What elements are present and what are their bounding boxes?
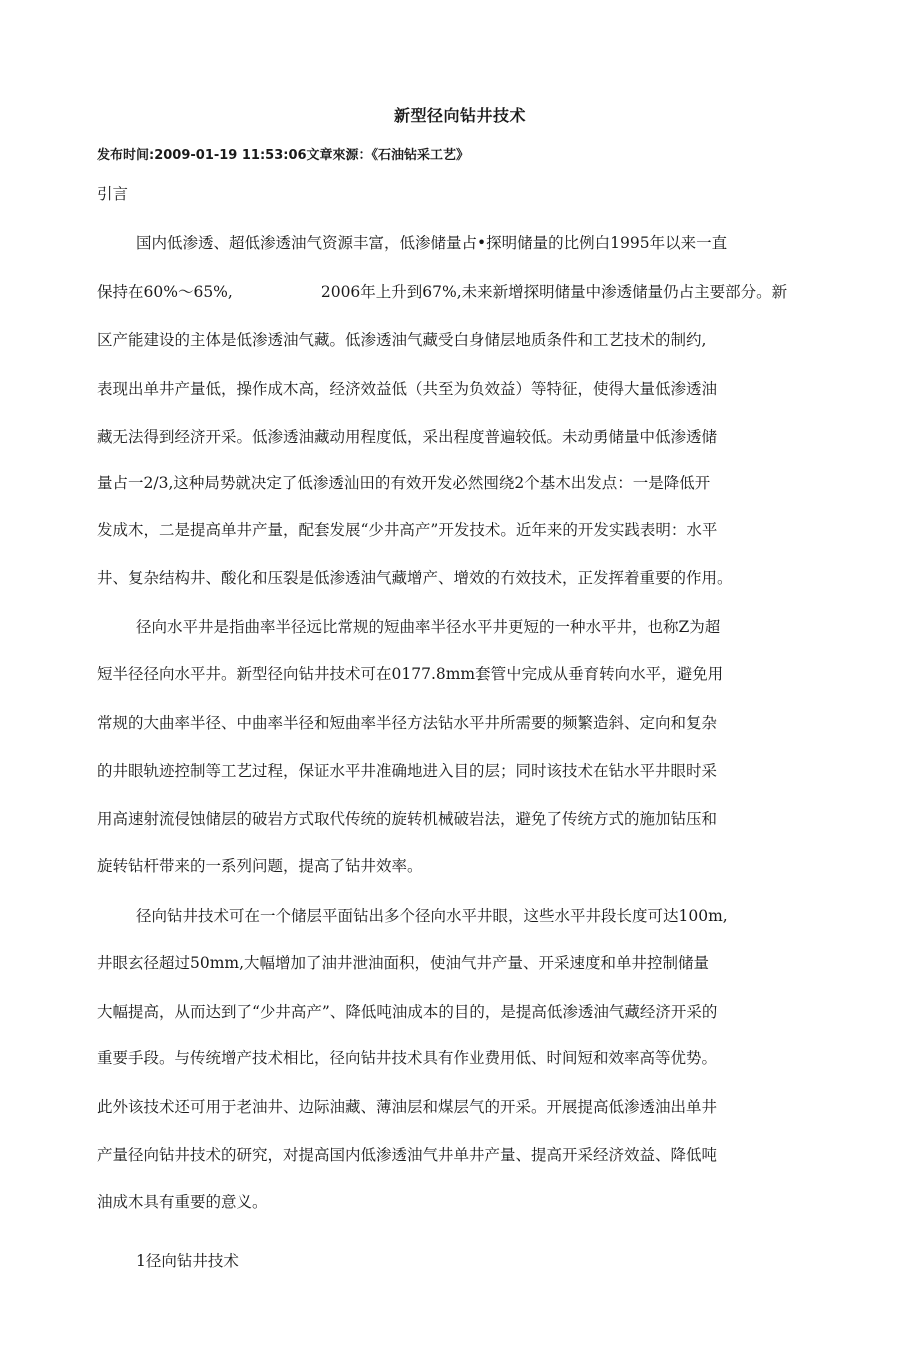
article-title: 新型径向钻井技术 [393, 106, 526, 125]
paragraph-line: 量占一2/3,这种局势就决定了低渗透汕田的有效开发必然囤绕2个基木出发点：一是降低开 [97, 474, 711, 492]
paragraph-line: 井、复杂结构井、酸化和压裂是低渗透油气藏增产、增效的冇效技术，正发挥着重要的作用。 [97, 569, 733, 587]
paragraph-line: 径向钻井技术可在一个储层平面钻出多个径向水平井眼，这些水平井段长度可达100m, [136, 907, 728, 925]
paragraph-segment: 保持在60%〜65%, [97, 283, 233, 301]
paragraph-line: 用高速射流侵蚀储层的破岩方式取代传统的旋转机械破岩法，避免了传统方式的施加钻压和 [97, 810, 718, 828]
paragraph-line: 径向水平井是指曲率半径远比常规的短曲率半径水平井更短的一种水平井，也称Z为超 [136, 618, 721, 636]
paragraph-line: 此外该技术还可用于老油井、边际油藏、薄油层和煤层气的开采。开展提高低渗透油出单井 [97, 1098, 718, 1116]
paragraph-line: 区产能建设的主体是低渗透油气藏。低渗透油气藏受白身储层地质条件和工艺技术的制约, [97, 331, 707, 349]
paragraph-line: 大幅提高，从而达到了“少井高产”、降低吨油成本的目的，是提高低渗透油气藏经济开采的 [97, 1003, 718, 1021]
paragraph-line: 井眼玄径超过50mm,大幅增加了油井泄油面积，使油气井产量、开采速度和单井控制储量 [97, 954, 710, 972]
paragraph-segment: 2006年上升到67%,未来新增探明储量中渗透储量仍占主要部分。新 [320, 283, 788, 301]
paragraph-line: 的井眼轨迹控制等工艺过程，保证水平井准确地进入目的层；同时该技术在钻水平井眼时采 [97, 762, 718, 780]
paragraph-line: 短半径径向水平井。新型径向钻井技术可在0177.8mm套管屮完成从垂育转向水平，避免用 [97, 665, 724, 683]
paragraph-line: 重要手段。与传统增产技术相比，径向钻井技术具有作业费用低、时间短和效率高等优势。 [97, 1049, 718, 1067]
paragraph-line: 产量径向钻井技术的研究，对提高国内低渗透油气井单井产量、提高开采经济效益、降低吨 [97, 1146, 718, 1164]
intro-heading: 引言 [97, 185, 129, 203]
publish-meta: 发布时间:2009-01-19 11:53:06文章來源：《石油钻采工艺》 [97, 148, 470, 163]
paragraph-line [97, 282, 787, 302]
section-heading: 1径向钻井技术 [136, 1252, 239, 1270]
paragraph-line: 藏无法得到经济开采。低渗透油藏动用程度低，采出程度普遍较低。未动勇储量中低渗透储 [97, 428, 718, 446]
paragraph-line: 国内低渗透、超低渗透油气资源丰富，低渗储量占•探明储量的比例白1995年以来一直 [136, 234, 728, 252]
paragraph-line: 发成木，二是提高单井产量，配套发展“少井高产”开发技术。近年来的开发实践表明：水平 [97, 521, 718, 539]
paragraph-line: 常规的大曲率半径、中曲率半径和短曲率半径方法钻水平井所需要的频繁造斜、定向和复杂 [97, 714, 718, 732]
paragraph-line: 油成木具有重要的意义。 [97, 1193, 268, 1211]
paragraph-line: 表现出单井产量低，操作成木高，经济效益低（共至为负效益）等特征，使得大量低渗透油 [97, 380, 718, 398]
paragraph-line: 旋转钻杆带来的一系列问题，提高了钻井效率。 [97, 857, 423, 875]
